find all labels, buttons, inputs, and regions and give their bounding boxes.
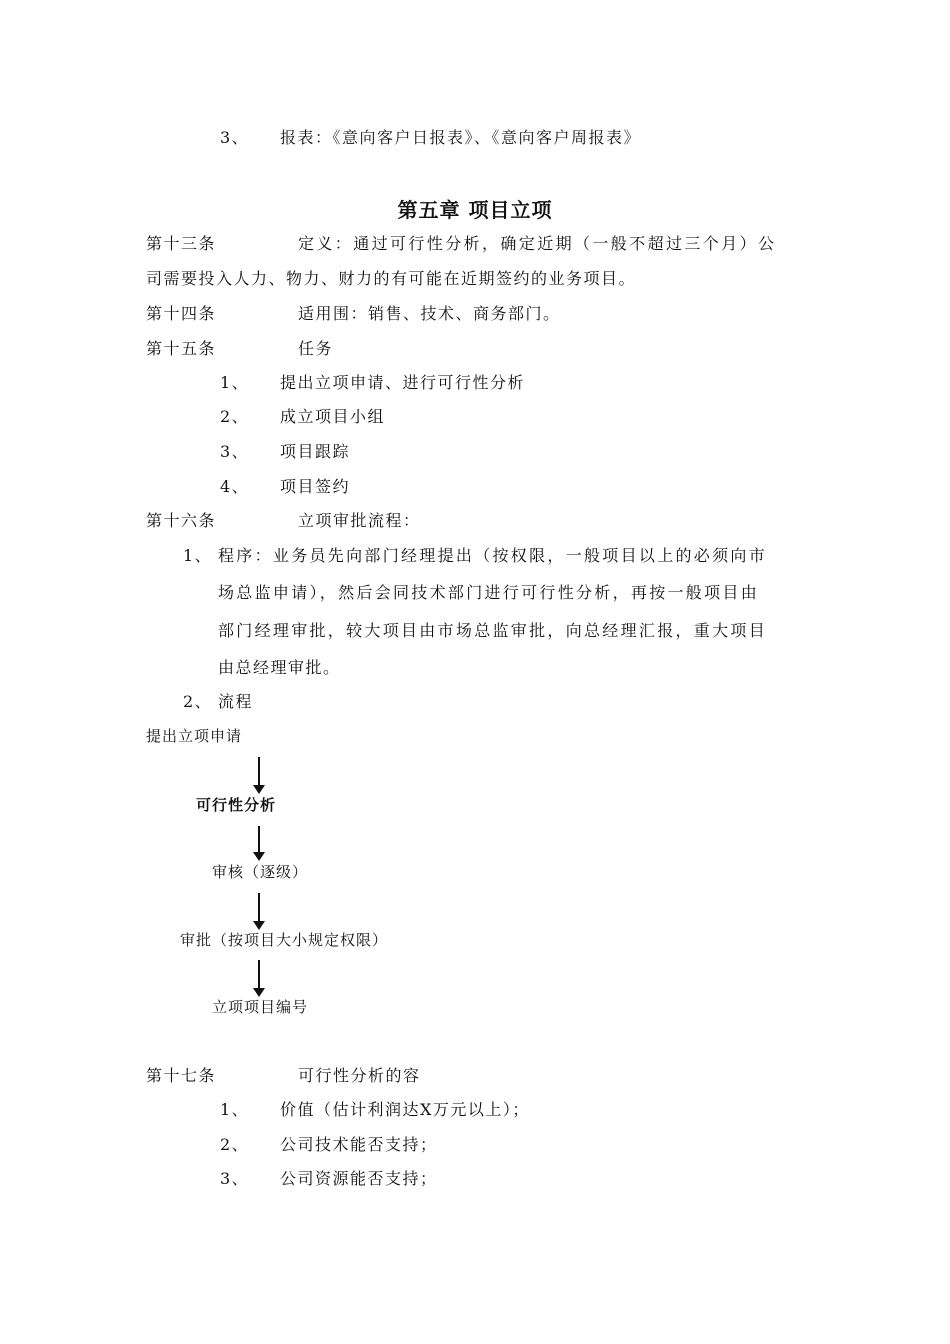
flow-step-submit: 提出立项申请 — [146, 727, 243, 745]
article-14-text: 适用围：销售、技术、商务部门。 — [298, 304, 561, 323]
flow-heading-text: 流程 — [218, 692, 254, 711]
flow-step-feasibility: 可行性分析 — [196, 796, 277, 814]
procedure-line: 程序：业务员先向部门经理提出（按权限，一般项目以上的必须向市 — [218, 546, 768, 565]
task-item-text: 项目跟踪 — [280, 442, 351, 461]
article-15-text: 任务 — [298, 339, 334, 358]
article-16-label: 第十六条 — [146, 511, 217, 530]
article-13-text: 定义：通过可行性分析，确定近期（一般不超过三个月）公 — [298, 234, 777, 253]
flow-arrow-down-icon — [253, 757, 265, 793]
task-item-text: 成立项目小组 — [280, 407, 386, 426]
task-item-number: 2、 — [220, 407, 250, 426]
procedure-number: 1、 — [183, 546, 213, 565]
article-13-continuation: 司需要投入人力、物力、财力的有可能在近期签约的业务项目。 — [146, 269, 637, 288]
analysis-item-text: 公司技术能否支持； — [280, 1135, 438, 1154]
task-item-number: 3、 — [220, 442, 250, 461]
article-14-label: 第十四条 — [146, 304, 217, 323]
procedure-line: 场总监申请），然后会同技术部门进行可行性分析，再按一般项目由 — [218, 583, 760, 602]
analysis-item-number: 1、 — [220, 1100, 250, 1119]
procedure-line: 部门经理审批，较大项目由市场总监审批，向总经理汇报，重大项目 — [218, 621, 768, 640]
flow-arrow-down-icon — [253, 893, 265, 929]
analysis-item-text: 公司资源能否支持； — [280, 1169, 438, 1188]
procedure-line: 由总经理审批。 — [218, 658, 341, 677]
article-17-text: 可行性分析的容 — [298, 1066, 421, 1085]
task-item-number: 4、 — [220, 477, 250, 496]
list-item-text: 报表：《意向客户日报表》、《意向客户周报表》 — [280, 128, 642, 147]
analysis-item-number: 3、 — [220, 1169, 250, 1188]
task-item-number: 1、 — [220, 373, 250, 392]
article-15-label: 第十五条 — [146, 339, 217, 358]
chapter-title: 第五章 项目立项 — [397, 198, 553, 222]
task-item-text: 提出立项申请、进行可行性分析 — [280, 373, 526, 392]
article-16-text: 立项审批流程： — [298, 511, 421, 530]
flow-arrow-down-icon — [253, 960, 265, 996]
flow-step-numbering: 立项项目编号 — [212, 998, 309, 1016]
task-item-text: 项目签约 — [280, 477, 351, 496]
flow-heading-number: 2、 — [183, 692, 213, 711]
analysis-item-text: 价值（估计利润达X万元以上）； — [280, 1100, 530, 1119]
list-item-number: 3、 — [220, 128, 250, 147]
analysis-item-number: 2、 — [220, 1135, 250, 1154]
article-17-label: 第十七条 — [146, 1066, 217, 1085]
article-13-label: 第十三条 — [146, 234, 217, 253]
flow-arrow-down-icon — [253, 826, 265, 860]
flow-step-approval: 审批（按项目大小规定权限） — [180, 931, 389, 949]
flow-step-review: 审核（逐级） — [212, 863, 309, 881]
